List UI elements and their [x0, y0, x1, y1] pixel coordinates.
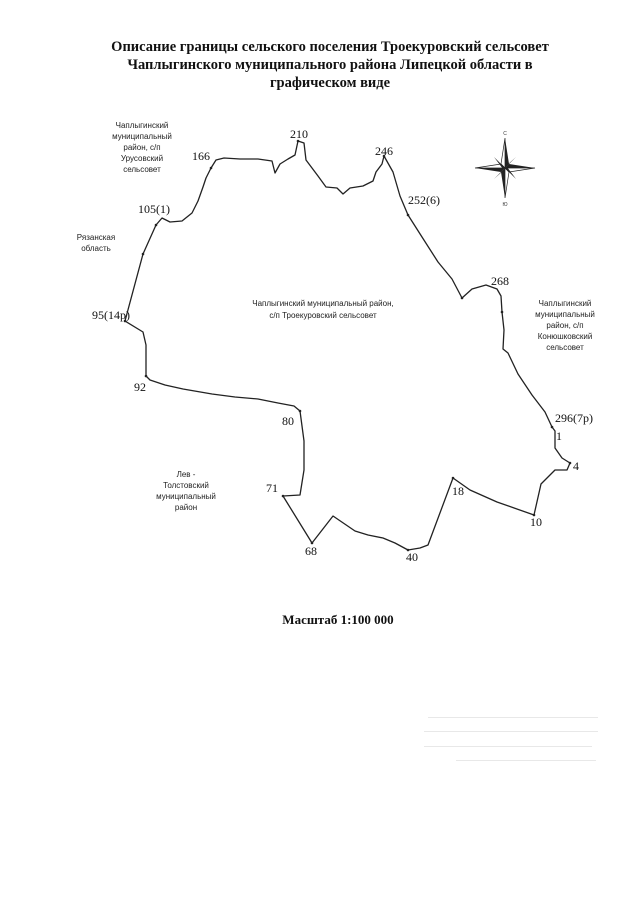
point-label-92: 92 — [134, 380, 146, 394]
region-east-line-3: район, с/п — [546, 321, 584, 330]
point-label-296: 296(7р) — [555, 411, 593, 425]
point-label-80: 80 — [282, 414, 294, 428]
point-label-252: 252(6) — [408, 193, 440, 207]
point-label-105: 105(1) — [138, 202, 170, 216]
point-label-10: 10 — [530, 515, 542, 529]
point-label-95: 95(14р) — [92, 308, 130, 322]
compass-north-label: С — [503, 131, 507, 137]
point-label-210: 210 — [290, 127, 308, 141]
region-sw-line-1: Лев - — [176, 470, 196, 479]
region-east-line-2: муниципальный — [535, 310, 595, 319]
point-label-1: 1 — [556, 429, 562, 443]
region-label-sw — [156, 470, 216, 512]
region-nw-line-1: Чаплыгинский — [115, 121, 169, 130]
title-line-2: Чаплыгинского муниципального района Липецкой области в — [127, 57, 533, 73]
scale-label: Масштаб 1:100 000 — [282, 612, 394, 627]
region-label-east — [535, 299, 595, 352]
region-nw-line-2: муниципальный — [112, 132, 172, 141]
region-nw-line-5: сельсовет — [123, 165, 161, 174]
point-label-68: 68 — [305, 544, 317, 558]
region-center-line-1: Чаплыгинский муниципальный район, — [252, 299, 394, 308]
point-label-4: 4 — [573, 459, 579, 473]
point-label-40: 40 — [406, 550, 418, 564]
compass-south-label: Ю — [502, 202, 508, 208]
title-line-1: Описание границы сельского поселения Троекуровский сельсовет — [111, 39, 549, 55]
region-east-line-1: Чаплыгинский — [538, 299, 592, 308]
region-east-line-5: сельсовет — [546, 343, 584, 352]
title-line-3: графическом виде — [269, 75, 391, 91]
region-sw-line-3: муниципальный — [156, 492, 216, 501]
region-sw-line-2: Толстовский — [163, 481, 209, 490]
region-label-nw — [112, 121, 172, 174]
region-east-line-4: Конюшковский — [537, 332, 593, 341]
point-label-18: 18 — [452, 484, 464, 498]
point-label-268: 268 — [491, 274, 509, 288]
point-label-71: 71 — [266, 481, 278, 495]
region-center-line-2: с/п Троекуровский сельсовет — [269, 311, 377, 320]
region-ryazan-line-1: Рязанская — [76, 233, 116, 242]
region-label-center — [252, 299, 393, 320]
region-ryazan-line-2: область — [81, 244, 111, 253]
point-label-166: 166 — [192, 149, 210, 163]
region-nw-line-4: Урусовский — [120, 154, 164, 163]
point-label-246: 246 — [375, 144, 393, 158]
region-sw-line-4: район — [174, 503, 198, 512]
compass-rose-icon — [475, 131, 535, 208]
region-nw-line-3: район, с/п — [123, 143, 161, 152]
region-label-ryazan — [77, 233, 115, 253]
